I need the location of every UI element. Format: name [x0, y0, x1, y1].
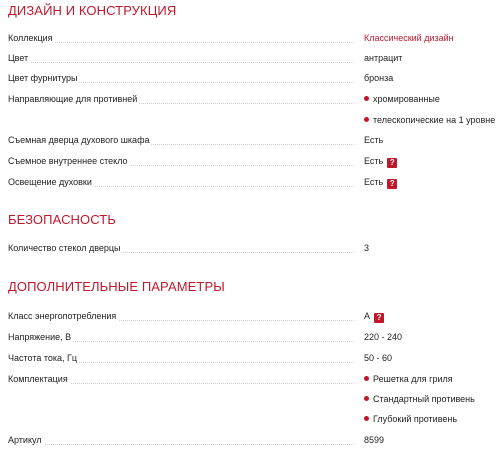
spec-label: Цвет фурнитуры — [8, 73, 78, 83]
bullet-icon — [364, 416, 369, 421]
spec-value: 3 — [364, 243, 370, 253]
spec-label: Комплектация — [8, 374, 68, 384]
spec-label: Частота тока, Гц — [8, 353, 78, 363]
spec-row-continuation — [0, 414, 499, 434]
section-title-safety: БЕЗОПАСНОСТЬ — [8, 212, 116, 227]
list-item-text: Решетка для гриля — [373, 374, 453, 384]
list-item-text: Глубокий противень — [373, 414, 458, 424]
spec-value: антрацит — [364, 53, 403, 63]
spec-value: Есть — [364, 156, 384, 166]
spec-value-with-help — [364, 156, 397, 168]
section-title-extra: ДОПОЛНИТЕЛЬНЫЕ ПАРАМЕТРЫ — [8, 279, 225, 294]
bullet-icon — [364, 396, 369, 401]
help-icon[interactable]: ? — [374, 313, 384, 323]
list-item — [364, 414, 457, 425]
spec-label: Количество стекол дверцы — [8, 243, 121, 253]
spec-row-removable-door — [0, 135, 499, 155]
spec-value: 50 - 60 — [364, 353, 393, 363]
spec-row-frequency — [0, 353, 499, 373]
spec-label: Освещение духовки — [8, 177, 92, 187]
spec-row-color — [0, 53, 499, 73]
spec-label: Съемная дверца духового шкафа — [8, 135, 150, 145]
spec-row-continuation — [0, 115, 499, 135]
spec-label: Класс энергопотребления — [8, 311, 117, 321]
spec-row-removable-inner-glass — [0, 156, 499, 176]
dotted-leader — [8, 62, 354, 63]
dotted-leader — [8, 444, 354, 445]
list-item-text: хромированные — [373, 94, 440, 104]
spec-value: бронза — [364, 73, 394, 83]
dotted-leader — [8, 42, 354, 43]
spec-label: Коллекция — [8, 33, 53, 43]
spec-label: Направляющие для противней — [8, 94, 138, 104]
help-icon[interactable]: ? — [387, 158, 397, 168]
spec-row-oven-lighting — [0, 177, 499, 197]
collection-link[interactable]: Классический дизайн — [364, 33, 454, 43]
spec-value: 8599 — [364, 435, 385, 445]
list-item — [364, 94, 440, 105]
spec-row-continuation — [0, 394, 499, 414]
spec-row-tray-guides — [0, 94, 499, 114]
spec-row-voltage — [0, 332, 499, 352]
spec-label: Съемное внутреннее стекло — [8, 156, 128, 166]
spec-value: 220 - 240 — [364, 332, 403, 342]
spec-row-energy-class — [0, 311, 499, 331]
spec-label: Цвет — [8, 53, 29, 63]
spec-row-collection — [0, 33, 499, 53]
list-item-text: Стандартный противень — [373, 394, 475, 404]
spec-value: Есть — [364, 177, 384, 187]
spec-value: A — [364, 311, 371, 321]
spec-row-fittings-color — [0, 73, 499, 93]
section-title-design: ДИЗАЙН И КОНСТРУКЦИЯ — [8, 3, 177, 18]
bullet-icon — [364, 96, 369, 101]
spec-label: Напряжение, В — [8, 332, 72, 342]
spec-value-with-help — [364, 311, 384, 323]
bullet-icon — [364, 376, 369, 381]
spec-label: Артикул — [8, 435, 42, 445]
spec-row-package — [0, 374, 499, 394]
spec-row-article — [0, 435, 499, 455]
spec-value-with-help — [364, 177, 397, 189]
list-item — [364, 115, 495, 126]
list-item-text: телескопические на 1 уровне — [373, 115, 496, 125]
help-icon[interactable]: ? — [387, 179, 397, 189]
bullet-icon — [364, 117, 369, 122]
list-item — [364, 374, 453, 385]
spec-row-door-glass-count — [0, 243, 499, 263]
list-item — [364, 394, 475, 405]
spec-value: Есть — [364, 135, 384, 145]
